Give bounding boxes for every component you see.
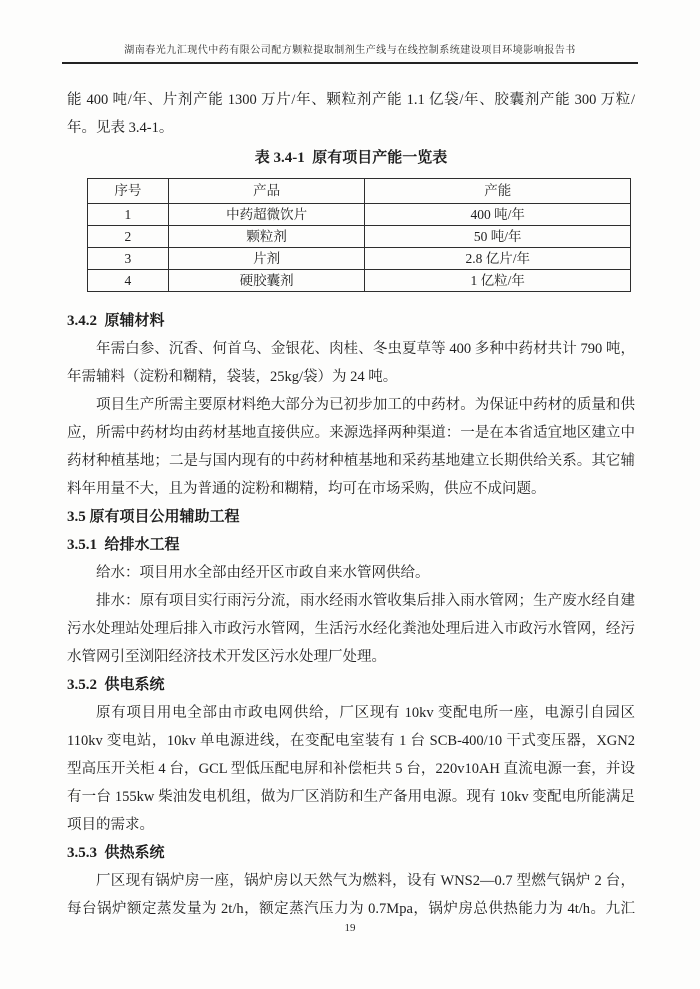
paragraph-drainage: 排水：原有项目实行雨污分流，雨水经雨水管收集后排入雨水管网；生产废水经自建污水处理站处理后排入市政污水管网，生活污水经化粪池处理后进入市政污水管网，经污水管网引至浏阳经济技术开发区污水处理厂处理。 bbox=[67, 593, 635, 665]
cell-index: 1 bbox=[88, 204, 169, 226]
paragraph-heating-system: 厂区现有锅炉房一座，锅炉房以天然气为燃料，设有 WNS2—0.7 型燃气锅炉 2 台，每台锅炉额定蒸发量为 2t/h，额定蒸汽压力为 0.7Mpa，锅炉房总供热能力为 4t/h。九汇 bbox=[67, 873, 635, 917]
page-footer bbox=[0, 922, 700, 934]
paragraph-water-supply: 给水：项目用水全部由经开区市政自来水管网供给。 bbox=[96, 565, 430, 581]
cell-product: 硬胶囊剂 bbox=[168, 270, 365, 292]
heading-3-5-3: 3.5.3 供热系统 bbox=[67, 845, 165, 861]
cell-capacity: 400 吨/年 bbox=[365, 204, 631, 226]
table-row bbox=[88, 204, 631, 226]
table-row bbox=[88, 248, 631, 270]
cell-capacity: 1 亿粒/年 bbox=[365, 270, 631, 292]
col-header-index: 序号 bbox=[88, 179, 169, 204]
paragraph-power-system: 原有项目用电全部由市政电网供给，厂区现有 10kv 变配电所一座，电源引自园区 110kv 变电站，10kv 单电源进线，在变配电室装有 1 台 SCB-400/10 干式变压器，XGN2 型高压开关柜 4 台，GCL 型低压配电屏和补偿柜共 5 台，220v10AH 直流电源一套，并设有一台 155kw 柴油发电机组，做为厂区消防和生产备用电源。现有 10kv 变配电所能满足项目的需求。 bbox=[67, 705, 635, 833]
cell-product: 中药超微饮片 bbox=[168, 204, 365, 226]
table-row bbox=[88, 270, 631, 292]
header-title: 湖南春光九汇现代中药有限公司配方颗粒提取制剂生产线与在线控制系统建设项目环境影响报告书 bbox=[124, 45, 576, 56]
col-header-product: 产品 bbox=[168, 179, 365, 204]
page-header bbox=[62, 44, 638, 64]
cell-index: 4 bbox=[88, 270, 169, 292]
cell-product: 颗粒剂 bbox=[168, 226, 365, 248]
paragraph-raw-materials-1: 年需白参、沉香、何首乌、金银花、肉桂、冬虫夏草等 400 多种中药材共计 790 吨，年需辅料（淀粉和糊精，袋装，25kg/袋）为 24 吨。 bbox=[67, 341, 635, 385]
paragraph-capacity-continuation: 能 400 吨/年、片剂产能 1300 万片/年、颗粒剂产能 1.1 亿袋/年、胶囊剂产能 300 万粒/年。见表 3.4-1。 bbox=[67, 92, 635, 136]
cell-index: 2 bbox=[88, 226, 169, 248]
document-body bbox=[67, 86, 635, 923]
cell-capacity: 50 吨/年 bbox=[365, 226, 631, 248]
heading-3-5: 3.5 原有项目公用辅助工程 bbox=[67, 509, 240, 525]
cell-index: 3 bbox=[88, 248, 169, 270]
heading-3-4-2: 3.4.2 原辅材料 bbox=[67, 313, 165, 329]
table-row bbox=[88, 226, 631, 248]
heading-3-5-1: 3.5.1 给排水工程 bbox=[67, 537, 180, 553]
cell-capacity: 2.8 亿片/年 bbox=[365, 248, 631, 270]
col-header-capacity: 产能 bbox=[365, 179, 631, 204]
heading-3-5-2: 3.5.2 供电系统 bbox=[67, 677, 165, 693]
table-caption: 表 3.4-1 原有项目产能一览表 bbox=[254, 150, 448, 166]
page-number: 19 bbox=[344, 922, 356, 934]
capacity-table bbox=[87, 178, 631, 292]
paragraph-raw-materials-2: 项目生产所需主要原材料绝大部分为已初步加工的中药材。为保证中药材的质量和供应，所需中药材均由药材基地直接供应。来源选择两种渠道：一是在本省适宜地区建立中药材种植基地；二是与国内现有的中药材种植基地和采药基地建立长期供给关系。其它辅料年用量不大，且为普通的淀粉和糊精，均可在市场采购，供应不成问题。 bbox=[67, 397, 635, 497]
table-header-row bbox=[88, 179, 631, 204]
cell-product: 片剂 bbox=[168, 248, 365, 270]
